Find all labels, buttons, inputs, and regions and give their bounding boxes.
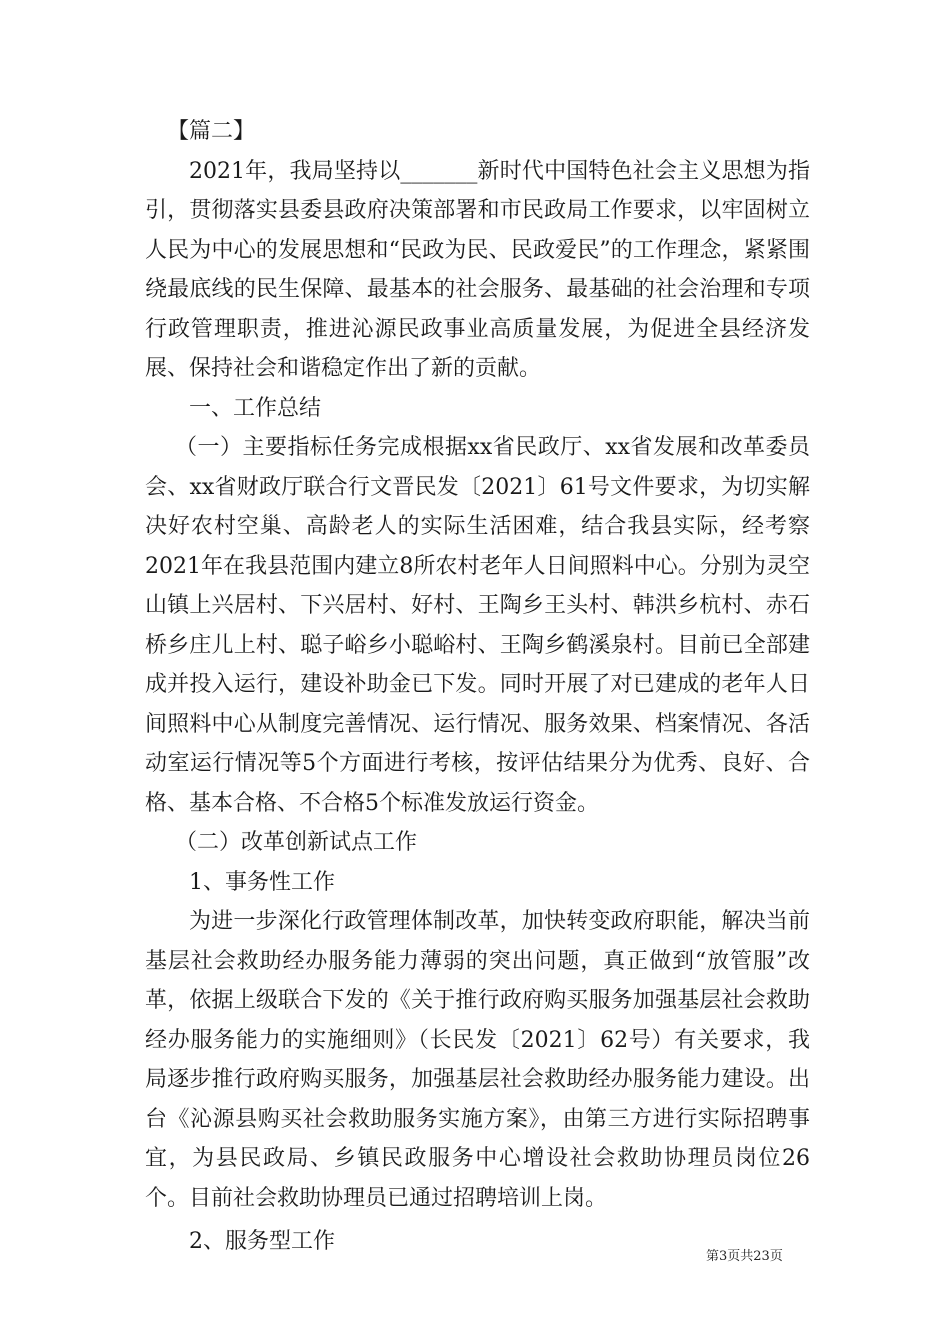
heading-reform-pilot: （二）改革创新试点工作	[175, 830, 418, 855]
heading-service-work: 2、服务型工作	[189, 1229, 335, 1254]
page-footer: 第3页共23页	[706, 1249, 783, 1264]
paragraph-main-targets: （一）主要指标任务完成根据xx省民政厅、xx省发展和改革委员会、xx省财政厅联合行文晋民发〔2021〕61号文件要求，为切实解决好农村空巢、高龄老人的实际生活困难，结合我县实际，经考察2021年在我县范围内建立8所农村老年人日间照料中心。分别为灵空山镇上兴居村、下兴居村、好村、王陶乡王头村、韩洪乡杭村、赤石桥乡庄儿上村、聪子峪乡小聪峪村、王陶乡鹤溪泉村。目前已全部建成并投入运行，建设补助金已下发。同时开展了对已建成的老年人日间照料中心从制度完善情况、运行情况、服务效果、档案情况、各活动室运行情况等5个方面进行考核，按评估结果分为优秀、良好、合格、基本合格、不合格5个标准发放运行资金。	[145, 435, 810, 816]
section-label: 【篇二】	[167, 119, 256, 144]
heading-work-summary: 一、工作总结	[189, 395, 322, 421]
heading-affairs-work: 1、事务性工作	[189, 869, 335, 895]
document-body	[145, 112, 810, 1262]
intro-paragraph: 2021年，我局坚持以_______新时代中国特色社会主义思想为指引，贯彻落实县委县政府决策部署和市民政局工作要求，以牢固树立人民为中心的发展思想和“民政为民、民政爱民”的工作理念，紧紧围绕最底线的民生保障、最基本的社会服务、最基础的社会治理和专项行政管理职责，推进沁源民政事业高质量发展，为促进全县经济发展、保持社会和谐稳定作出了新的贡献。	[145, 158, 810, 381]
paragraph-affairs-work: 为进一步深化行政管理体制改革，加快转变政府职能，解决当前基层社会救助经办服务能力薄弱的突出问题，真正做到“放管服”改革，依据上级联合下发的《关于推行政府购买服务加强基层社会救助经办服务能力的实施细则》（长民发〔2021〕62号）有关要求，我局逐步推行政府购买服务，加强基层社会救助经办服务能力建设。出台《沁源县购买社会救助服务实施方案》，由第三方进行实际招聘事宜，为县民政局、乡镇民政服务中心增设社会救助协理员岗位26个。目前社会救助协理员已通过招聘培训上岗。	[145, 909, 811, 1211]
